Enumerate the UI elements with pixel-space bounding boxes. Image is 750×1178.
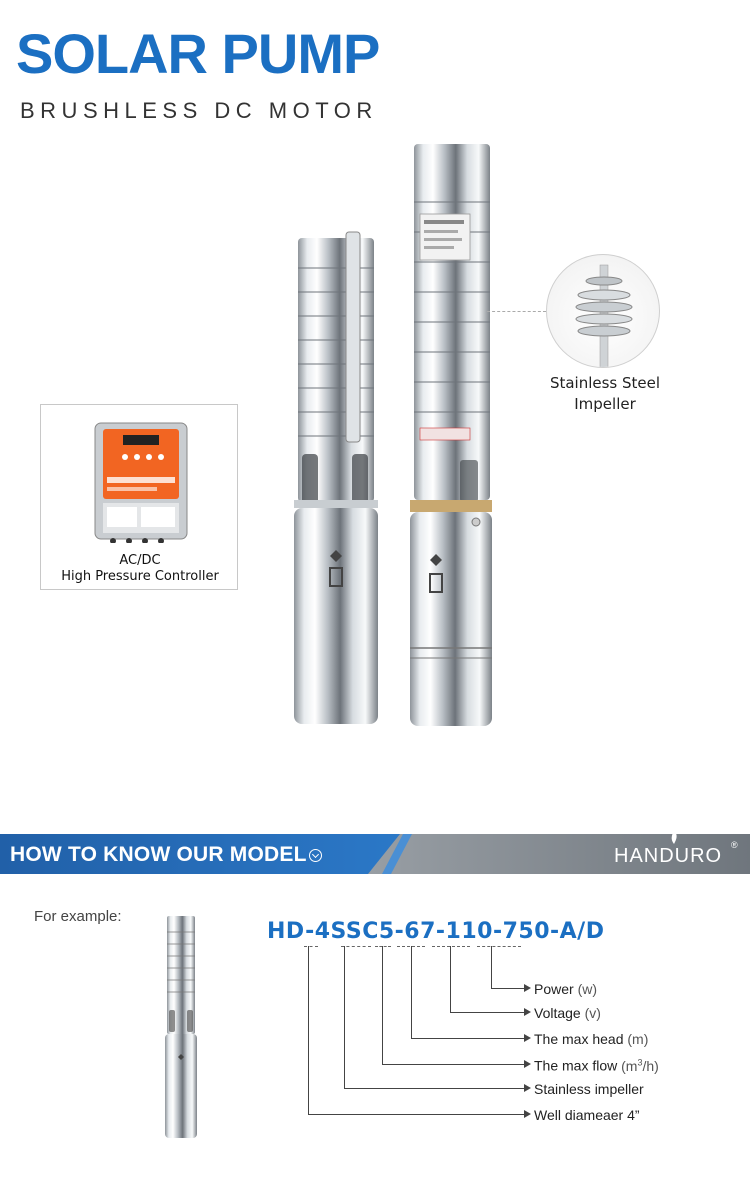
- controller-label-line2: High Pressure Controller: [61, 569, 219, 584]
- legend-stainless-impeller: Stainless impeller: [534, 1081, 644, 1097]
- brand-logo: HANDURO: [614, 845, 723, 867]
- page-subtitle: BRUSHLESS DC MOTOR: [20, 98, 378, 123]
- impeller-label-line2: Impeller: [574, 395, 636, 413]
- impeller-label-line1: Stainless Steel: [549, 374, 661, 392]
- brand-registered-mark: ®: [731, 840, 738, 850]
- pump-image-tall: [408, 142, 494, 732]
- impeller-callout: [546, 254, 660, 368]
- chevron-down-icon: [309, 849, 322, 862]
- example-label: For example:: [34, 908, 122, 925]
- model-code: HD-4SSC5-67-110-750-A/D: [267, 919, 605, 944]
- banner-title: HOW TO KNOW OUR MODEL: [10, 843, 322, 867]
- page-title: SOLAR PUMP: [16, 22, 380, 85]
- legend-max-flow: The max flow $(m^3/h)$: [534, 1057, 659, 1074]
- controller-image: [93, 419, 189, 543]
- controller-label-line1: AC/DC: [119, 553, 161, 568]
- impeller-image: [547, 255, 660, 368]
- example-pump-image: [164, 912, 198, 1140]
- legend-voltage: Voltage (v): [534, 1005, 601, 1021]
- legend-well-diameter: Well diameaer 4”: [534, 1107, 640, 1123]
- brand-flame-icon: [669, 830, 679, 844]
- pump-image-short: [290, 228, 382, 732]
- legend-power: Power (w): [534, 981, 598, 997]
- legend-max-head: The max head (m): [534, 1031, 649, 1047]
- controller-panel: [40, 404, 238, 590]
- impeller-callout-line: [487, 311, 546, 312]
